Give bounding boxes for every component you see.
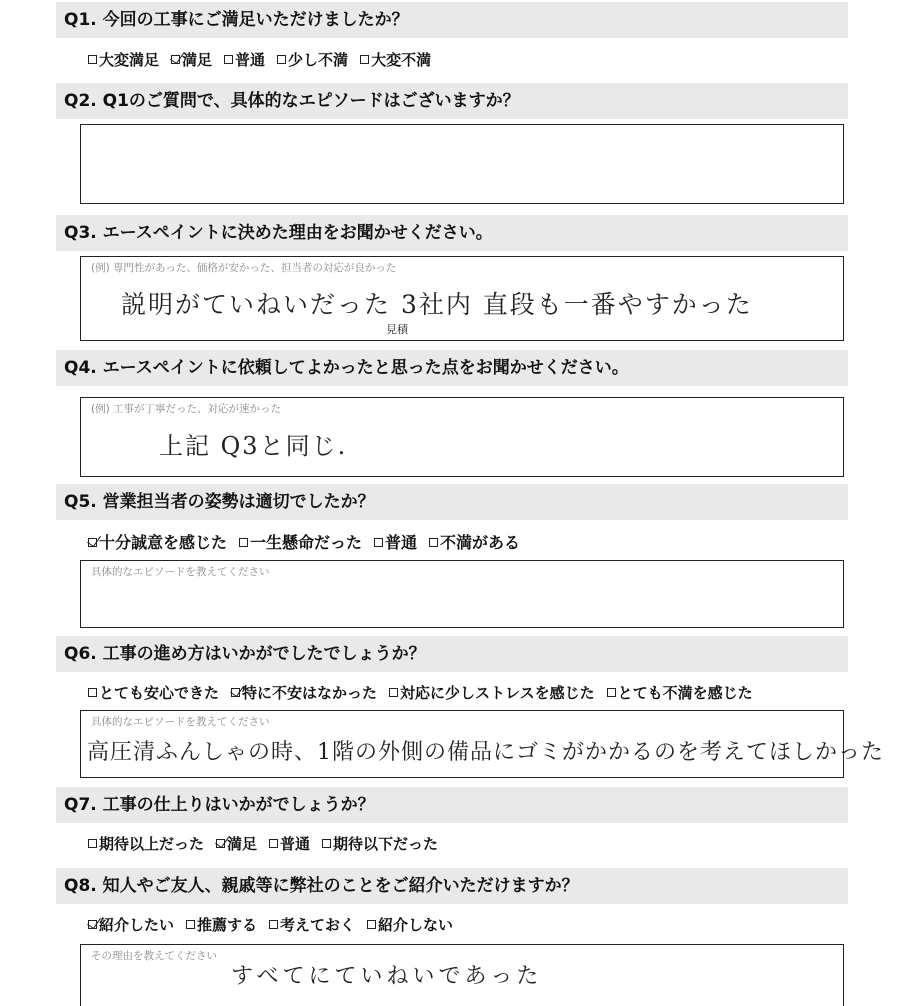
q2-title: Q2. Q1のご質問で、具体的なエピソードはございますか？ (56, 83, 848, 119)
q8-options (88, 914, 465, 935)
q7-option[interactable] (88, 833, 204, 854)
q5-option-label: 一生懸命だった (250, 533, 363, 552)
q6-option-label: とても不満を感じた (617, 684, 753, 702)
checkbox-icon[interactable] (224, 55, 233, 64)
q5-title: Q5. 営業担当者の姿勢は適切でしたか？ (56, 484, 848, 520)
q7-option-label: 期待以上だった (99, 835, 205, 853)
q8-option[interactable] (186, 914, 257, 935)
checkbox-icon[interactable] (269, 839, 278, 848)
q7-option[interactable] (269, 833, 310, 854)
q4-answer: 上記 Q3と同じ. (159, 432, 348, 460)
q1-title: Q1. 今回の工事にご満足いただけましたか？ (56, 2, 848, 38)
q7-options (88, 833, 450, 854)
q8-option[interactable] (88, 914, 174, 935)
q6-hint: 具体的なエピソードを教えてください (91, 716, 270, 728)
q6-options (88, 682, 765, 703)
q8-answer-box[interactable] (80, 944, 844, 1006)
q6-option-label: 対応に少しストレスを感じた (400, 684, 595, 702)
checkbox-icon[interactable] (429, 538, 438, 547)
checkbox-icon[interactable] (360, 55, 369, 64)
checkbox-icon[interactable] (88, 55, 97, 64)
q7-option-label: 普通 (280, 835, 311, 853)
q5-option[interactable] (88, 530, 227, 553)
q2-answer-box[interactable] (80, 124, 844, 204)
q5-option-label: 十分誠意を感じた (99, 533, 228, 552)
q1-option[interactable] (360, 49, 431, 70)
q6-answer-box[interactable] (80, 710, 884, 778)
q5-option[interactable] (239, 530, 362, 553)
q7-title: Q7. 工事の仕上りはいかがでしょうか？ (56, 787, 848, 823)
q1-option[interactable] (88, 49, 159, 70)
checked-checkbox-icon[interactable] (88, 538, 97, 547)
checked-checkbox-icon[interactable] (171, 55, 180, 64)
q1-option[interactable] (277, 49, 348, 70)
checkbox-icon[interactable] (88, 688, 97, 697)
q1-option[interactable] (224, 49, 265, 70)
q5-options (88, 530, 532, 553)
q3-hint: (例) 専門性があった、価格が安かった、担当者の対応が良かった (91, 262, 397, 274)
q6-title: Q6. 工事の進め方はいかがでしたでしょうか？ (56, 636, 848, 672)
checkbox-icon[interactable] (277, 55, 286, 64)
q7-option[interactable] (322, 833, 438, 854)
q8-answer: すべてにていねいであった (231, 964, 543, 989)
q7-option-label: 期待以下だった (333, 835, 439, 853)
q1-option-label: 少し不満 (288, 51, 349, 69)
q4-title: Q4. エースペイントに依頼してよかったと思った点をお聞かせください。 (56, 350, 848, 386)
q6-answer: 高圧清ふんしゃの時、1階の外側の備品にゴミがかかるのを考えてほしかった (87, 740, 884, 765)
q3-answer-box[interactable] (80, 256, 844, 341)
q1-option-label: 普通 (235, 51, 266, 69)
q8-option[interactable] (269, 914, 355, 935)
q8-option-label: 紹介したい (99, 916, 175, 934)
q7-option-label: 満足 (227, 835, 258, 853)
q5-option-label: 普通 (385, 533, 418, 552)
q1-option[interactable] (171, 49, 212, 70)
q5-option[interactable] (429, 530, 520, 553)
checkbox-icon[interactable] (322, 839, 331, 848)
q6-option-label: とても安心できた (99, 684, 220, 702)
q8-option-label: 紹介しない (378, 916, 454, 934)
q5-hint: 具体的なエピソードを教えてください (91, 566, 270, 578)
q7-option[interactable] (216, 833, 257, 854)
q1-option-label: 大変満足 (99, 51, 160, 69)
q6-option[interactable] (231, 682, 377, 703)
q5-option[interactable] (374, 530, 417, 553)
q8-option[interactable] (367, 914, 453, 935)
checked-checkbox-icon[interactable] (231, 688, 240, 697)
q6-option[interactable] (607, 682, 753, 703)
q1-option-label: 大変不満 (371, 51, 432, 69)
checkbox-icon[interactable] (389, 688, 398, 697)
q8-option-label: 考えておく (280, 916, 356, 934)
q1-option-label: 満足 (182, 51, 213, 69)
q8-hint: その理由を教えてください (91, 950, 217, 962)
q4-answer-box[interactable] (80, 397, 844, 477)
q6-option[interactable] (88, 682, 219, 703)
q8-title: Q8. 知人やご友人、親戚等に弊社のことをご紹介いただけますか？ (56, 868, 848, 904)
checked-checkbox-icon[interactable] (88, 920, 97, 929)
q1-options (88, 49, 443, 70)
q6-option-label: 特に不安はなかった (242, 684, 378, 702)
checkbox-icon[interactable] (367, 920, 376, 929)
checkbox-icon[interactable] (88, 839, 97, 848)
q3-title: Q3. エースペイントに決めた理由をお聞かせください。 (56, 215, 848, 251)
q3-answer-note: 見積 (386, 323, 408, 336)
checked-checkbox-icon[interactable] (216, 839, 225, 848)
q4-hint: (例) 工事が丁寧だった、対応が速かった (91, 403, 282, 415)
q6-option[interactable] (389, 682, 595, 703)
checkbox-icon[interactable] (239, 538, 248, 547)
checkbox-icon[interactable] (374, 538, 383, 547)
q5-answer-box[interactable] (80, 560, 844, 628)
q5-option-label: 不満がある (440, 533, 521, 552)
checkbox-icon[interactable] (607, 688, 616, 697)
q3-answer: 説明がていねいだった 3社内 直段も一番やすかった (121, 290, 753, 319)
checkbox-icon[interactable] (186, 920, 195, 929)
checkbox-icon[interactable] (269, 920, 278, 929)
q8-option-label: 推薦する (197, 916, 258, 934)
